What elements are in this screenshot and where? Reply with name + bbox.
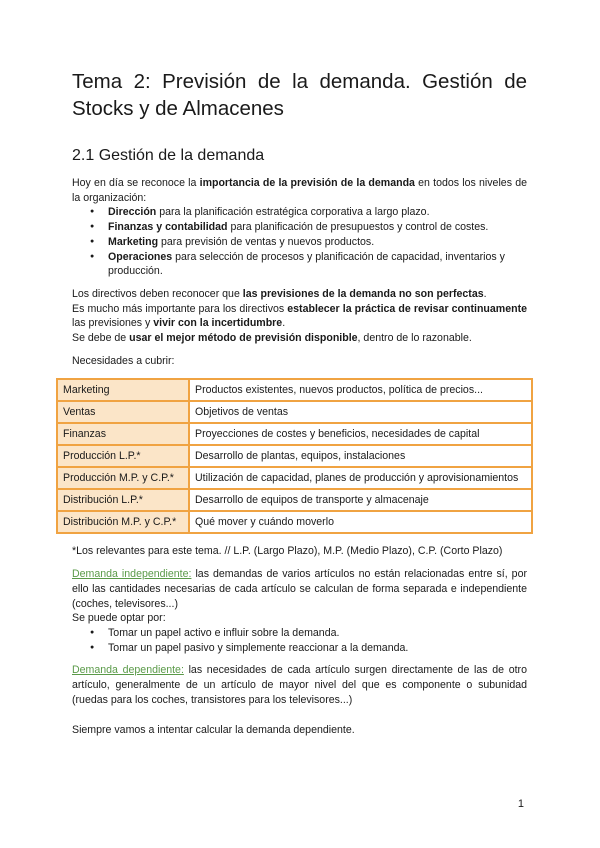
table-cell-need: Objetivos de ventas bbox=[189, 401, 532, 423]
list-item: ● Operaciones para selección de procesos y planificación de capacidad, inventarios y producción. bbox=[108, 250, 527, 279]
table-cell-need: Qué mover y cuándo moverlo bbox=[189, 511, 532, 533]
table-cell-need: Desarrollo de plantas, equipos, instalaciones bbox=[189, 445, 532, 467]
intro-paragraph: Hoy en día se reconoce la importancia de la previsión de la demanda en todos los niveles de la organización: bbox=[72, 177, 527, 204]
closing-paragraph: Siempre vamos a intentar calcular la demanda dependiente. bbox=[72, 724, 355, 737]
needs-table bbox=[56, 378, 533, 534]
table-cell-area: Distribución M.P. y C.P.* bbox=[57, 511, 189, 533]
options-list bbox=[72, 626, 527, 655]
document-page bbox=[63, 68, 527, 738]
levels-list bbox=[72, 205, 527, 279]
table-cell-area: Marketing bbox=[57, 379, 189, 401]
page-title: Tema 2: Previsión de la demanda. Gestión de Stocks y de Almacenes bbox=[72, 70, 527, 120]
section-heading: 2.1 Gestión de la demanda bbox=[72, 147, 265, 164]
table-row bbox=[57, 467, 532, 489]
practice-paragraph: Es mucho más importante para los directivos establecer la práctica de revisar continuamente las previsiones y vivir con la incertidumbre. bbox=[72, 302, 527, 330]
table-row bbox=[57, 445, 532, 467]
table-row bbox=[57, 379, 532, 401]
list-item: ● Tomar un papel pasivo y simplemente reaccionar a la demanda. bbox=[108, 641, 527, 656]
dependent-demand-link[interactable]: Demanda dependiente: bbox=[72, 664, 184, 677]
table-row bbox=[57, 423, 532, 445]
list-item: ● Tomar un papel activo e influir sobre la demanda. bbox=[108, 626, 527, 641]
independent-demand-link[interactable]: Demanda independiente: bbox=[72, 568, 192, 581]
footnote: *Los relevantes para este tema. // L.P. (Largo Plazo), M.P. (Medio Plazo), C.P. (Corto Plazo) bbox=[72, 545, 503, 558]
options-label: Se puede optar por: bbox=[72, 612, 166, 625]
page-number: 1 bbox=[517, 798, 524, 810]
table-cell-need: Proyecciones de costes y beneficios, necesidades de capital bbox=[189, 423, 532, 445]
table-cell-need: Productos existentes, nuevos productos, política de precios... bbox=[189, 379, 532, 401]
list-item: ● Dirección para la planificación estratégica corporativa a largo plazo. bbox=[108, 205, 527, 220]
list-item: ● Marketing para previsión de ventas y nuevos productos. bbox=[108, 235, 527, 250]
directives-paragraph: Los directivos deben reconocer que las previsiones de la demanda no son perfectas. bbox=[72, 287, 487, 300]
table-cell-area: Distribución L.P.* bbox=[57, 489, 189, 511]
table-cell-area: Producción M.P. y C.P.* bbox=[57, 467, 189, 489]
table-row bbox=[57, 511, 532, 533]
table-row bbox=[57, 489, 532, 511]
table-cell-area: Finanzas bbox=[57, 423, 189, 445]
needs-label: Necesidades a cubrir: bbox=[72, 354, 175, 367]
dependent-demand-paragraph: Demanda dependiente: las necesidades de cada artículo surgen directamente de las de otro artículo, generalmente de un artículo de mayor nivel del que es componente o subunidad (ruedas para los coches, transistores para los televisores...) bbox=[72, 664, 527, 706]
method-paragraph: Se debe de usar el mejor método de previsión disponible, dentro de lo razonable. bbox=[72, 332, 472, 345]
table-cell-need: Desarrollo de equipos de transporte y almacenaje bbox=[189, 489, 532, 511]
independent-demand-paragraph: Demanda independiente: las demandas de varios artículos no están relacionadas entre sí, por ello las cantidades necesarias de cada artículo se calculan de forma separada e independiente (coches, televisores...) bbox=[72, 568, 527, 610]
table-cell-need: Utilización de capacidad, planes de producción y aprovisionamientos bbox=[189, 467, 532, 489]
list-item: ● Finanzas y contabilidad para planificación de presupuestos y control de costes. bbox=[108, 220, 527, 235]
table-row bbox=[57, 401, 532, 423]
table-cell-area: Ventas bbox=[57, 401, 189, 423]
table-cell-area: Producción L.P.* bbox=[57, 445, 189, 467]
